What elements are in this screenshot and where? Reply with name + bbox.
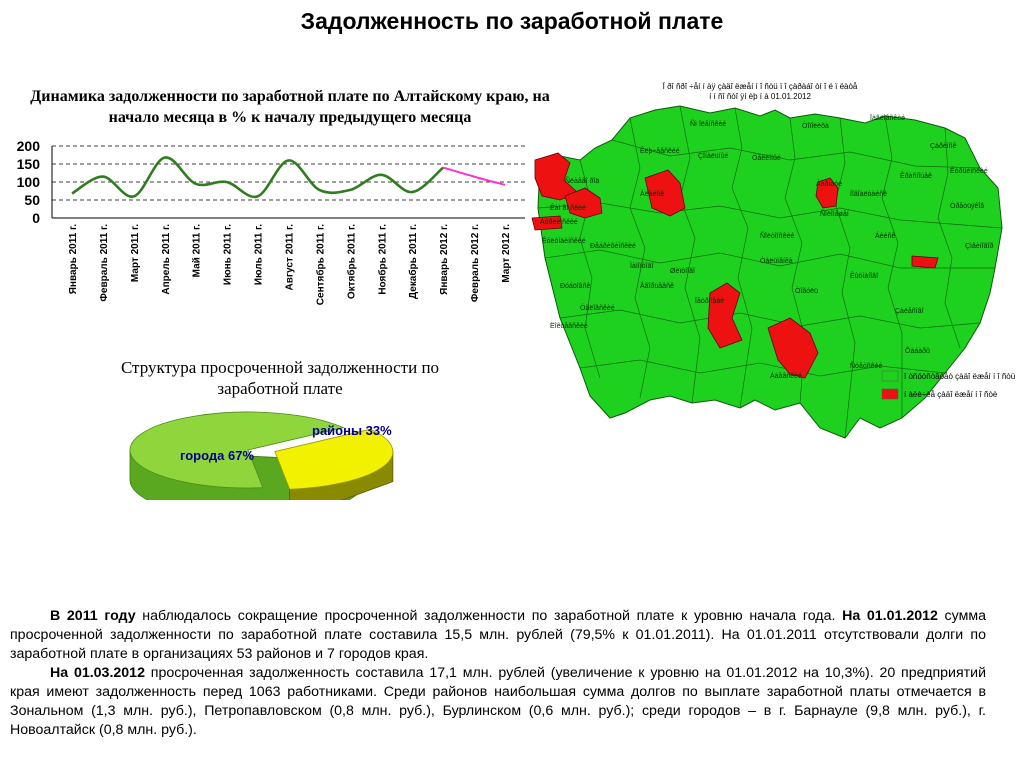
bold-year: В 2011 году — [50, 608, 136, 624]
series-line-actual — [72, 157, 443, 197]
x-tick-label: Февраль 2012 г. — [470, 224, 482, 303]
map-label: Õàáàðû — [905, 348, 930, 355]
y-tick-label: 0 — [32, 210, 40, 226]
x-tick-label: Февраль 2011 г. — [98, 224, 110, 302]
x-tick-label: Июнь 2011 г. — [222, 224, 234, 286]
p2-text: просроченная задолженность составила 17,1 млн. рублей (увеличение к уровню на 01.01.2012 на 10,3%). 20 предприятий края имеют задолженность перед 1063 работниками. Среди районов наибольшая сумма долгов по выплате заработной платы отмечается в Зональном (1,3 млн. руб.), Петропавловском (0,8 млн. руб.), Бурлинском (0,6 млн. руб.); среди городов – в г. Барнауле (9,8 млн. руб.), г. Новоалтайск (0,8 млн. руб.). — [10, 665, 987, 738]
map-label: Àëåéñê — [640, 191, 665, 198]
map-label: Áóðëèíñêèé — [540, 219, 578, 226]
region-map — [520, 78, 1020, 440]
map-label: Êàì åí ñêèé — [550, 205, 586, 212]
summary-paragraph-2 — [10, 664, 986, 740]
map-label: Êóðüèíñêèé — [950, 168, 988, 175]
map-label: Áàåâñêèé — [770, 373, 802, 380]
map-label: Áèéñê — [875, 233, 896, 240]
map-label: Ìàìîíòîâî — [630, 263, 654, 270]
pie-label-rayony: районы 33% — [312, 423, 392, 438]
line-chart — [0, 136, 540, 336]
map-label: Çîíàëüíûé — [698, 153, 729, 160]
map-label: Êðàñíîùåê — [900, 173, 932, 180]
map-label: Íîâîàëòàéñê — [850, 191, 887, 198]
x-tick-label: Январь 2012 г. — [439, 224, 451, 295]
map-label: Ñîëòîíñêèé — [760, 233, 795, 240]
map-label: Ïåòðîïàâë — [695, 298, 725, 305]
map-label: Óãëîâñêèé — [580, 305, 615, 312]
y-tick-label: 50 — [24, 192, 40, 208]
map-label: Øèïóíîâî — [670, 268, 695, 275]
x-tick-label: Май 2011 г. — [191, 224, 203, 278]
line-chart-title: Динамика задолженности по заработной плате по Алтайскому краю, на начало месяца в % к началу предыдущего месяца — [30, 88, 550, 126]
bold-date-1: На 01.01.2012 — [842, 608, 938, 624]
map-label: Öåëèííûé — [752, 155, 781, 162]
y-tick-label: 150 — [16, 156, 40, 172]
bold-date-2: На 01.03.2012 — [50, 665, 145, 681]
map-label: Áàðíàóë — [816, 181, 843, 188]
map-label: Òðåòüÿêîâ — [950, 203, 985, 210]
map-label: Ðóáöîâñê — [560, 283, 591, 290]
x-tick-label: Март 2011 г. — [129, 224, 141, 283]
map-label: Ñîëîíåøåí — [820, 211, 849, 218]
map-label: Åãîðüåâñê — [640, 283, 674, 290]
map-title-line1: Ï ðî ñðî ÷åí í àÿ çàäî ëæåí í î ñòü ï î çàðàáî òí î é ï ëàòå — [662, 82, 858, 91]
map-label: Êëþ÷åâñêèé — [640, 148, 680, 155]
x-tick-label: Сентябрь 2011 г. — [315, 224, 327, 306]
map-label: Òîãóëü — [795, 288, 818, 295]
legend-label-green: î òñóòñòâóåò çàäî ëæåí í î ñòü — [904, 372, 1016, 381]
map-label: Ñóåòñêèé — [850, 363, 883, 370]
summary-paragraph-1 — [10, 607, 986, 664]
pie-label-goroda: города 67% — [180, 448, 255, 463]
y-tick-label: 100 — [16, 174, 40, 190]
pie-chart — [120, 400, 400, 500]
map-label: Çàðèíñê — [930, 143, 957, 150]
map-label: Ñì îëåíñêèé — [690, 121, 727, 128]
x-tick-label: Октябрь 2011 г. — [346, 224, 358, 300]
map-label: Ïàâëîâñêèé — [870, 115, 906, 122]
page-title: Задолженность по заработной плате — [300, 8, 724, 34]
map-label: Çàëåñîâî — [895, 308, 924, 315]
map-label: Çìåèíîãîð — [965, 243, 994, 250]
map-title-line2: í í ñî ñòî ÿí èþ í à 01.01.2012 — [709, 92, 811, 101]
x-tick-label: Июль 2011 г. — [253, 224, 265, 286]
map-label: Òàëüìåíêà — [760, 258, 793, 265]
x-tick-label: Апрель 2011 г. — [160, 224, 172, 295]
map-label: Êóëóíäèíñêèé — [542, 238, 586, 245]
map-label: Êûòìàíîâî — [850, 273, 879, 280]
x-tick-label: Январь 2011 г. — [68, 224, 79, 295]
map-label: Ëîêòåâñêèé — [550, 323, 588, 330]
p1-text1: наблюдалось сокращение просроченной задолженности по заработной плате к уровню начала года. — [135, 608, 843, 624]
map-label: Ñëàâãî ðîä — [565, 178, 600, 185]
x-tick-label: Ноябрь 2011 г. — [377, 224, 389, 295]
legend-swatch-red — [882, 389, 898, 399]
x-tick-label: Август 2011 г. — [284, 224, 296, 291]
legend-swatch-green — [882, 371, 898, 381]
y-tick-label: 200 — [16, 138, 40, 154]
x-tick-label: Март 2012 г. — [501, 224, 512, 283]
p1-text2: сумма просроченной задолженности по заработной плате составила 15,5 млн. рублей (79,5% к 01.01.2011). На 01.01.2011 отсутствовали долги по заработной плате в организациях 53 районов и 7 городов края. — [10, 608, 986, 662]
map-label: Òîïîëèõà — [802, 123, 829, 130]
summary-text — [10, 607, 986, 740]
x-tick-label: Декабрь 2011 г. — [408, 224, 420, 299]
legend-label-red: í àëè÷èå çàäî ëæåí í î ñòè — [904, 390, 998, 399]
map-label: Ðåáðèõèíñêèé — [590, 243, 636, 250]
pie-chart-title: Структура просроченной задолженности по заработной плате — [120, 358, 440, 398]
